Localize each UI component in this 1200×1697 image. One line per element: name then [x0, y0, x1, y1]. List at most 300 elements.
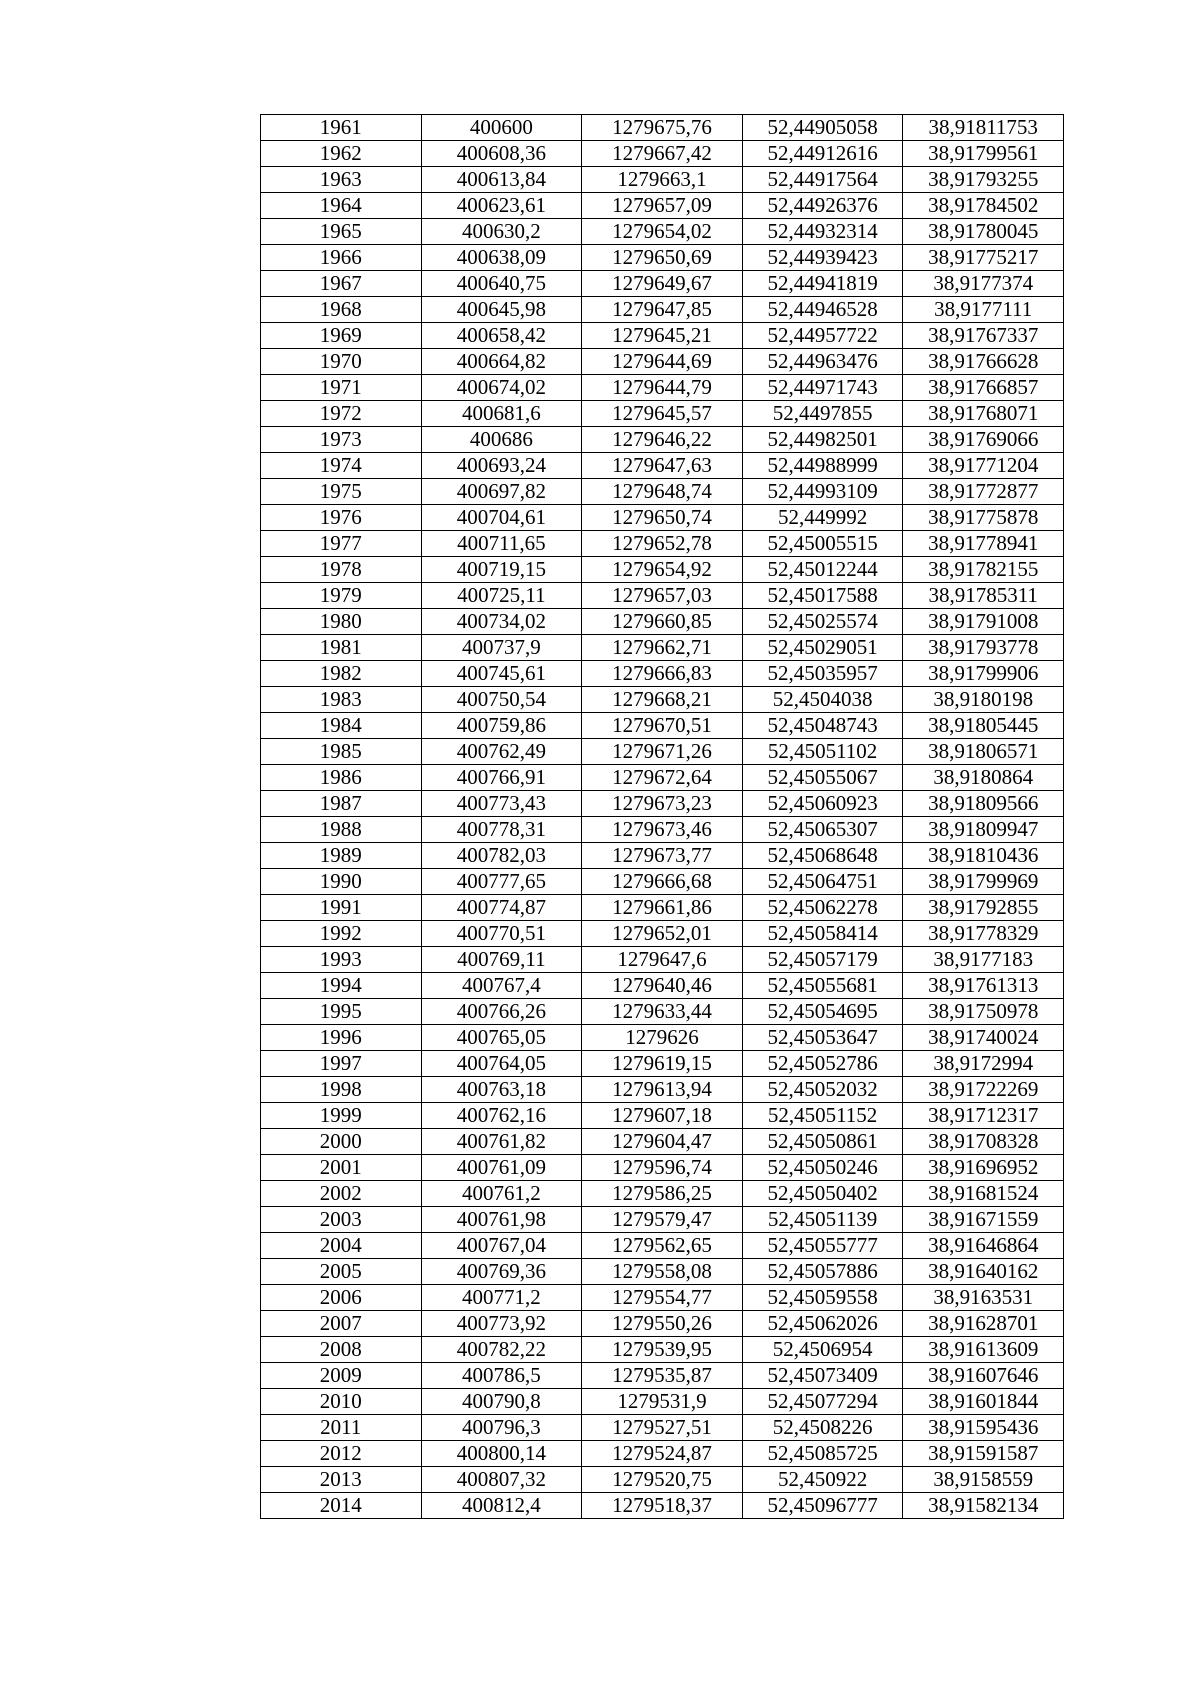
table-row: [261, 245, 1064, 271]
table-row: [261, 1207, 1064, 1233]
x-coordinate-cell: 400761,98: [421, 1207, 582, 1233]
year-cell: 2003: [261, 1207, 422, 1233]
longitude-cell: 38,91785311: [903, 583, 1064, 609]
latitude-cell: 52,45051152: [742, 1103, 903, 1129]
table-row: [261, 1103, 1064, 1129]
y-coordinate-cell: 1279670,51: [582, 713, 743, 739]
year-cell: 1978: [261, 557, 422, 583]
y-coordinate-cell: 1279604,47: [582, 1129, 743, 1155]
year-cell: 1970: [261, 349, 422, 375]
longitude-cell: 38,91722269: [903, 1077, 1064, 1103]
x-coordinate-cell: 400766,91: [421, 765, 582, 791]
latitude-cell: 52,45029051: [742, 635, 903, 661]
longitude-cell: 38,91809947: [903, 817, 1064, 843]
year-cell: 1962: [261, 141, 422, 167]
table-row: [261, 271, 1064, 297]
latitude-cell: 52,4508226: [742, 1415, 903, 1441]
y-coordinate-cell: 1279647,63: [582, 453, 743, 479]
y-coordinate-cell: 1279666,83: [582, 661, 743, 687]
table-row: [261, 739, 1064, 765]
latitude-cell: 52,450922: [742, 1467, 903, 1493]
latitude-cell: 52,44957722: [742, 323, 903, 349]
latitude-cell: 52,44941819: [742, 271, 903, 297]
longitude-cell: 38,91806571: [903, 739, 1064, 765]
table-row: [261, 1025, 1064, 1051]
latitude-cell: 52,44917564: [742, 167, 903, 193]
x-coordinate-cell: 400737,9: [421, 635, 582, 661]
table-row: [261, 661, 1064, 687]
y-coordinate-cell: 1279662,71: [582, 635, 743, 661]
table-row: [261, 1233, 1064, 1259]
longitude-cell: 38,9177374: [903, 271, 1064, 297]
x-coordinate-cell: 400778,31: [421, 817, 582, 843]
y-coordinate-cell: 1279673,23: [582, 791, 743, 817]
table-row: [261, 1493, 1064, 1519]
y-coordinate-cell: 1279633,44: [582, 999, 743, 1025]
year-cell: 1987: [261, 791, 422, 817]
y-coordinate-cell: 1279562,65: [582, 1233, 743, 1259]
longitude-cell: 38,9180198: [903, 687, 1064, 713]
x-coordinate-cell: 400800,14: [421, 1441, 582, 1467]
year-cell: 1966: [261, 245, 422, 271]
longitude-cell: 38,91591587: [903, 1441, 1064, 1467]
table-row: [261, 973, 1064, 999]
latitude-cell: 52,45073409: [742, 1363, 903, 1389]
table-row: [261, 193, 1064, 219]
latitude-cell: 52,45005515: [742, 531, 903, 557]
table-row: [261, 479, 1064, 505]
longitude-cell: 38,91810436: [903, 843, 1064, 869]
longitude-cell: 38,91791008: [903, 609, 1064, 635]
y-coordinate-cell: 1279531,9: [582, 1389, 743, 1415]
table-row: [261, 1389, 1064, 1415]
longitude-cell: 38,91778329: [903, 921, 1064, 947]
y-coordinate-cell: 1279652,78: [582, 531, 743, 557]
table-row: [261, 375, 1064, 401]
y-coordinate-cell: 1279554,77: [582, 1285, 743, 1311]
year-cell: 2001: [261, 1155, 422, 1181]
latitude-cell: 52,4497855: [742, 401, 903, 427]
x-coordinate-cell: 400766,26: [421, 999, 582, 1025]
year-cell: 2009: [261, 1363, 422, 1389]
x-coordinate-cell: 400681,6: [421, 401, 582, 427]
latitude-cell: 52,45053647: [742, 1025, 903, 1051]
table-row: [261, 297, 1064, 323]
y-coordinate-cell: 1279647,85: [582, 297, 743, 323]
table-row: [261, 1285, 1064, 1311]
x-coordinate-cell: 400796,3: [421, 1415, 582, 1441]
latitude-cell: 52,45058414: [742, 921, 903, 947]
x-coordinate-cell: 400782,22: [421, 1337, 582, 1363]
x-coordinate-cell: 400711,65: [421, 531, 582, 557]
coordinates-table: [260, 114, 1064, 1519]
longitude-cell: 38,91775878: [903, 505, 1064, 531]
x-coordinate-cell: 400600: [421, 115, 582, 141]
y-coordinate-cell: 1279558,08: [582, 1259, 743, 1285]
latitude-cell: 52,45025574: [742, 609, 903, 635]
longitude-cell: 38,91607646: [903, 1363, 1064, 1389]
latitude-cell: 52,45050246: [742, 1155, 903, 1181]
longitude-cell: 38,9172994: [903, 1051, 1064, 1077]
longitude-cell: 38,91792855: [903, 895, 1064, 921]
longitude-cell: 38,91601844: [903, 1389, 1064, 1415]
longitude-cell: 38,91696952: [903, 1155, 1064, 1181]
year-cell: 2014: [261, 1493, 422, 1519]
longitude-cell: 38,91740024: [903, 1025, 1064, 1051]
table-row: [261, 1467, 1064, 1493]
latitude-cell: 52,449992: [742, 505, 903, 531]
x-coordinate-cell: 400812,4: [421, 1493, 582, 1519]
y-coordinate-cell: 1279666,68: [582, 869, 743, 895]
y-coordinate-cell: 1279661,86: [582, 895, 743, 921]
latitude-cell: 52,45060923: [742, 791, 903, 817]
y-coordinate-cell: 1279650,69: [582, 245, 743, 271]
year-cell: 1968: [261, 297, 422, 323]
y-coordinate-cell: 1279663,1: [582, 167, 743, 193]
year-cell: 2002: [261, 1181, 422, 1207]
longitude-cell: 38,91766857: [903, 375, 1064, 401]
latitude-cell: 52,45055777: [742, 1233, 903, 1259]
latitude-cell: 52,45068648: [742, 843, 903, 869]
latitude-cell: 52,44905058: [742, 115, 903, 141]
year-cell: 2006: [261, 1285, 422, 1311]
x-coordinate-cell: 400645,98: [421, 297, 582, 323]
y-coordinate-cell: 1279644,69: [582, 349, 743, 375]
table-row: [261, 505, 1064, 531]
y-coordinate-cell: 1279527,51: [582, 1415, 743, 1441]
y-coordinate-cell: 1279607,18: [582, 1103, 743, 1129]
year-cell: 1961: [261, 115, 422, 141]
year-cell: 1991: [261, 895, 422, 921]
table-row: [261, 1155, 1064, 1181]
longitude-cell: 38,91761313: [903, 973, 1064, 999]
longitude-cell: 38,91646864: [903, 1233, 1064, 1259]
latitude-cell: 52,44963476: [742, 349, 903, 375]
x-coordinate-cell: 400773,43: [421, 791, 582, 817]
x-coordinate-cell: 400767,04: [421, 1233, 582, 1259]
table-row: [261, 1051, 1064, 1077]
table-body: [261, 115, 1064, 1519]
x-coordinate-cell: 400763,18: [421, 1077, 582, 1103]
longitude-cell: 38,91771204: [903, 453, 1064, 479]
latitude-cell: 52,45064751: [742, 869, 903, 895]
longitude-cell: 38,91671559: [903, 1207, 1064, 1233]
year-cell: 2010: [261, 1389, 422, 1415]
x-coordinate-cell: 400774,87: [421, 895, 582, 921]
longitude-cell: 38,91793255: [903, 167, 1064, 193]
y-coordinate-cell: 1279660,85: [582, 609, 743, 635]
latitude-cell: 52,45048743: [742, 713, 903, 739]
y-coordinate-cell: 1279518,37: [582, 1493, 743, 1519]
y-coordinate-cell: 1279671,26: [582, 739, 743, 765]
latitude-cell: 52,44946528: [742, 297, 903, 323]
longitude-cell: 38,91628701: [903, 1311, 1064, 1337]
y-coordinate-cell: 1279535,87: [582, 1363, 743, 1389]
table-row: [261, 609, 1064, 635]
longitude-cell: 38,91768071: [903, 401, 1064, 427]
year-cell: 2000: [261, 1129, 422, 1155]
latitude-cell: 52,44932314: [742, 219, 903, 245]
x-coordinate-cell: 400734,02: [421, 609, 582, 635]
y-coordinate-cell: 1279650,74: [582, 505, 743, 531]
x-coordinate-cell: 400623,61: [421, 193, 582, 219]
longitude-cell: 38,9177183: [903, 947, 1064, 973]
table-row: [261, 1259, 1064, 1285]
table-row: [261, 1441, 1064, 1467]
year-cell: 1994: [261, 973, 422, 999]
longitude-cell: 38,91793778: [903, 635, 1064, 661]
longitude-cell: 38,91799969: [903, 869, 1064, 895]
table-row: [261, 817, 1064, 843]
year-cell: 1967: [261, 271, 422, 297]
y-coordinate-cell: 1279652,01: [582, 921, 743, 947]
y-coordinate-cell: 1279673,77: [582, 843, 743, 869]
x-coordinate-cell: 400807,32: [421, 1467, 582, 1493]
year-cell: 1983: [261, 687, 422, 713]
table-row: [261, 1311, 1064, 1337]
x-coordinate-cell: 400770,51: [421, 921, 582, 947]
year-cell: 1990: [261, 869, 422, 895]
year-cell: 2012: [261, 1441, 422, 1467]
x-coordinate-cell: 400767,4: [421, 973, 582, 999]
latitude-cell: 52,45055681: [742, 973, 903, 999]
y-coordinate-cell: 1279649,67: [582, 271, 743, 297]
table-row: [261, 843, 1064, 869]
table-row: [261, 167, 1064, 193]
year-cell: 1986: [261, 765, 422, 791]
latitude-cell: 52,45052032: [742, 1077, 903, 1103]
year-cell: 1974: [261, 453, 422, 479]
y-coordinate-cell: 1279539,95: [582, 1337, 743, 1363]
year-cell: 1964: [261, 193, 422, 219]
year-cell: 1992: [261, 921, 422, 947]
year-cell: 1996: [261, 1025, 422, 1051]
y-coordinate-cell: 1279657,03: [582, 583, 743, 609]
latitude-cell: 52,45077294: [742, 1389, 903, 1415]
latitude-cell: 52,44939423: [742, 245, 903, 271]
x-coordinate-cell: 400750,54: [421, 687, 582, 713]
longitude-cell: 38,9163531: [903, 1285, 1064, 1311]
longitude-cell: 38,91582134: [903, 1493, 1064, 1519]
y-coordinate-cell: 1279596,74: [582, 1155, 743, 1181]
table-row: [261, 583, 1064, 609]
y-coordinate-cell: 1279613,94: [582, 1077, 743, 1103]
table-row: [261, 427, 1064, 453]
table-row: [261, 219, 1064, 245]
table-row: [261, 999, 1064, 1025]
x-coordinate-cell: 400719,15: [421, 557, 582, 583]
year-cell: 2004: [261, 1233, 422, 1259]
y-coordinate-cell: 1279626: [582, 1025, 743, 1051]
table-row: [261, 1129, 1064, 1155]
latitude-cell: 52,45050402: [742, 1181, 903, 1207]
table-row: [261, 141, 1064, 167]
longitude-cell: 38,91613609: [903, 1337, 1064, 1363]
year-cell: 1976: [261, 505, 422, 531]
y-coordinate-cell: 1279645,57: [582, 401, 743, 427]
table-row: [261, 895, 1064, 921]
latitude-cell: 52,44993109: [742, 479, 903, 505]
year-cell: 1999: [261, 1103, 422, 1129]
x-coordinate-cell: 400759,86: [421, 713, 582, 739]
table-row: [261, 115, 1064, 141]
x-coordinate-cell: 400765,05: [421, 1025, 582, 1051]
y-coordinate-cell: 1279579,47: [582, 1207, 743, 1233]
x-coordinate-cell: 400764,05: [421, 1051, 582, 1077]
x-coordinate-cell: 400608,36: [421, 141, 582, 167]
y-coordinate-cell: 1279668,21: [582, 687, 743, 713]
latitude-cell: 52,45051102: [742, 739, 903, 765]
latitude-cell: 52,44926376: [742, 193, 903, 219]
x-coordinate-cell: 400613,84: [421, 167, 582, 193]
x-coordinate-cell: 400762,16: [421, 1103, 582, 1129]
y-coordinate-cell: 1279640,46: [582, 973, 743, 999]
y-coordinate-cell: 1279672,64: [582, 765, 743, 791]
year-cell: 2007: [261, 1311, 422, 1337]
x-coordinate-cell: 400697,82: [421, 479, 582, 505]
y-coordinate-cell: 1279673,46: [582, 817, 743, 843]
year-cell: 1985: [261, 739, 422, 765]
table-row: [261, 1363, 1064, 1389]
year-cell: 1972: [261, 401, 422, 427]
y-coordinate-cell: 1279524,87: [582, 1441, 743, 1467]
table-row: [261, 713, 1064, 739]
longitude-cell: 38,91780045: [903, 219, 1064, 245]
y-coordinate-cell: 1279586,25: [582, 1181, 743, 1207]
year-cell: 1980: [261, 609, 422, 635]
y-coordinate-cell: 1279667,42: [582, 141, 743, 167]
x-coordinate-cell: 400630,2: [421, 219, 582, 245]
table-row: [261, 401, 1064, 427]
table-row: [261, 791, 1064, 817]
x-coordinate-cell: 400761,2: [421, 1181, 582, 1207]
y-coordinate-cell: 1279657,09: [582, 193, 743, 219]
x-coordinate-cell: 400782,03: [421, 843, 582, 869]
y-coordinate-cell: 1279647,6: [582, 947, 743, 973]
year-cell: 1979: [261, 583, 422, 609]
longitude-cell: 38,91784502: [903, 193, 1064, 219]
x-coordinate-cell: 400769,11: [421, 947, 582, 973]
x-coordinate-cell: 400693,24: [421, 453, 582, 479]
latitude-cell: 52,45054695: [742, 999, 903, 1025]
longitude-cell: 38,91778941: [903, 531, 1064, 557]
longitude-cell: 38,91595436: [903, 1415, 1064, 1441]
table-row: [261, 557, 1064, 583]
year-cell: 1984: [261, 713, 422, 739]
latitude-cell: 52,4504038: [742, 687, 903, 713]
latitude-cell: 52,45051139: [742, 1207, 903, 1233]
latitude-cell: 52,45062278: [742, 895, 903, 921]
x-coordinate-cell: 400786,5: [421, 1363, 582, 1389]
table-row: [261, 1337, 1064, 1363]
x-coordinate-cell: 400771,2: [421, 1285, 582, 1311]
year-cell: 1995: [261, 999, 422, 1025]
latitude-cell: 52,44982501: [742, 427, 903, 453]
x-coordinate-cell: 400769,36: [421, 1259, 582, 1285]
longitude-cell: 38,91811753: [903, 115, 1064, 141]
y-coordinate-cell: 1279644,79: [582, 375, 743, 401]
y-coordinate-cell: 1279675,76: [582, 115, 743, 141]
latitude-cell: 52,45085725: [742, 1441, 903, 1467]
longitude-cell: 38,91805445: [903, 713, 1064, 739]
table-row: [261, 765, 1064, 791]
x-coordinate-cell: 400686: [421, 427, 582, 453]
year-cell: 2013: [261, 1467, 422, 1493]
latitude-cell: 52,4506954: [742, 1337, 903, 1363]
longitude-cell: 38,91775217: [903, 245, 1064, 271]
year-cell: 1993: [261, 947, 422, 973]
table-row: [261, 1415, 1064, 1441]
table-row: [261, 531, 1064, 557]
longitude-cell: 38,9180864: [903, 765, 1064, 791]
x-coordinate-cell: 400674,02: [421, 375, 582, 401]
x-coordinate-cell: 400704,61: [421, 505, 582, 531]
year-cell: 1973: [261, 427, 422, 453]
longitude-cell: 38,91769066: [903, 427, 1064, 453]
latitude-cell: 52,45059558: [742, 1285, 903, 1311]
latitude-cell: 52,45062026: [742, 1311, 903, 1337]
latitude-cell: 52,45065307: [742, 817, 903, 843]
year-cell: 1975: [261, 479, 422, 505]
year-cell: 1989: [261, 843, 422, 869]
longitude-cell: 38,91750978: [903, 999, 1064, 1025]
y-coordinate-cell: 1279646,22: [582, 427, 743, 453]
year-cell: 2005: [261, 1259, 422, 1285]
table-row: [261, 921, 1064, 947]
x-coordinate-cell: 400658,42: [421, 323, 582, 349]
year-cell: 2008: [261, 1337, 422, 1363]
latitude-cell: 52,45017588: [742, 583, 903, 609]
year-cell: 1977: [261, 531, 422, 557]
latitude-cell: 52,45057179: [742, 947, 903, 973]
x-coordinate-cell: 400773,92: [421, 1311, 582, 1337]
longitude-cell: 38,91640162: [903, 1259, 1064, 1285]
x-coordinate-cell: 400745,61: [421, 661, 582, 687]
table-row: [261, 635, 1064, 661]
table-row: [261, 453, 1064, 479]
year-cell: 1988: [261, 817, 422, 843]
x-coordinate-cell: 400664,82: [421, 349, 582, 375]
x-coordinate-cell: 400777,65: [421, 869, 582, 895]
y-coordinate-cell: 1279648,74: [582, 479, 743, 505]
latitude-cell: 52,45035957: [742, 661, 903, 687]
x-coordinate-cell: 400762,49: [421, 739, 582, 765]
latitude-cell: 52,45050861: [742, 1129, 903, 1155]
year-cell: 1971: [261, 375, 422, 401]
y-coordinate-cell: 1279654,92: [582, 557, 743, 583]
year-cell: 1998: [261, 1077, 422, 1103]
x-coordinate-cell: 400761,09: [421, 1155, 582, 1181]
table-row: [261, 687, 1064, 713]
x-coordinate-cell: 400761,82: [421, 1129, 582, 1155]
longitude-cell: 38,91809566: [903, 791, 1064, 817]
longitude-cell: 38,91767337: [903, 323, 1064, 349]
longitude-cell: 38,91766628: [903, 349, 1064, 375]
y-coordinate-cell: 1279654,02: [582, 219, 743, 245]
x-coordinate-cell: 400790,8: [421, 1389, 582, 1415]
table-row: [261, 869, 1064, 895]
y-coordinate-cell: 1279520,75: [582, 1467, 743, 1493]
table-row: [261, 1077, 1064, 1103]
latitude-cell: 52,44988999: [742, 453, 903, 479]
y-coordinate-cell: 1279550,26: [582, 1311, 743, 1337]
latitude-cell: 52,44912616: [742, 141, 903, 167]
longitude-cell: 38,91712317: [903, 1103, 1064, 1129]
y-coordinate-cell: 1279645,21: [582, 323, 743, 349]
latitude-cell: 52,45057886: [742, 1259, 903, 1285]
year-cell: 1997: [261, 1051, 422, 1077]
longitude-cell: 38,91681524: [903, 1181, 1064, 1207]
